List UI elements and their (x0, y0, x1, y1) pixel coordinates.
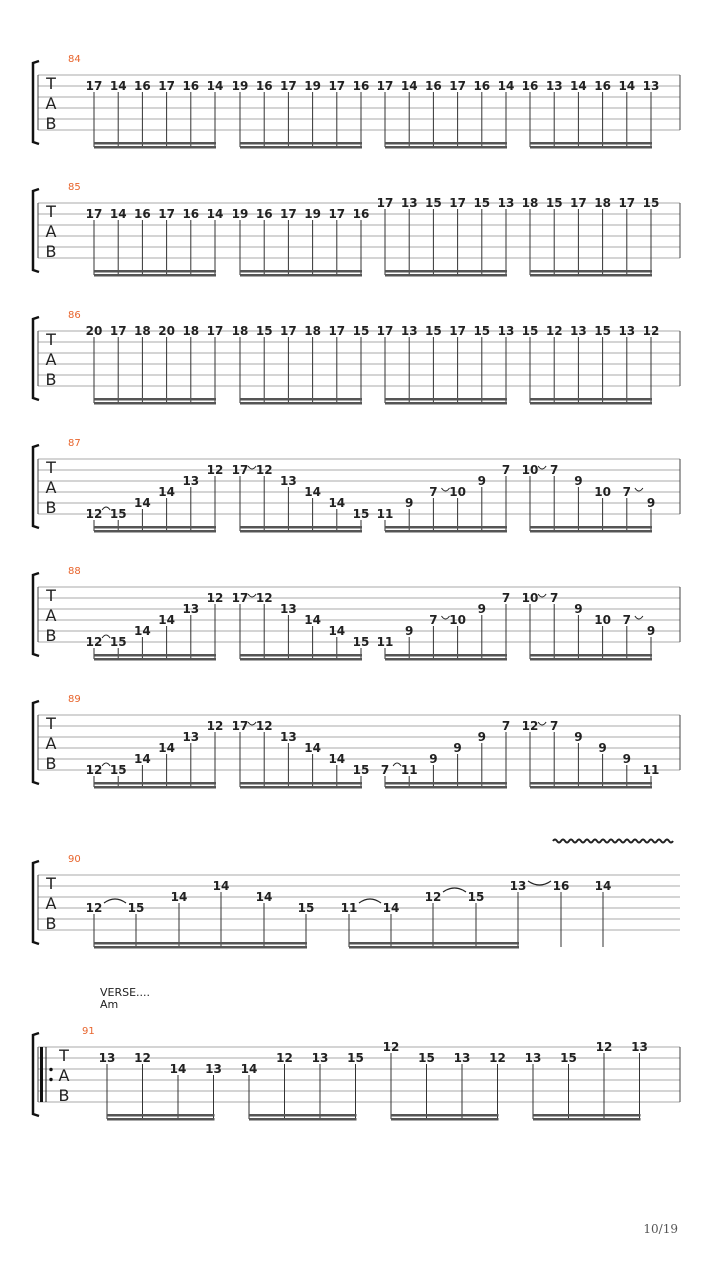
fret-number: 12 (521, 719, 539, 733)
fret-number: 17 (109, 324, 127, 338)
slur-arc (443, 888, 466, 892)
fret-number: 14 (255, 890, 273, 904)
fret-number: 19 (231, 79, 249, 93)
fret-number: 16 (182, 79, 200, 93)
fret-number: 17 (158, 79, 175, 93)
bar-number: 87 (68, 438, 81, 449)
fret-number: 14 (618, 79, 636, 93)
fret-number: 12 (489, 1051, 506, 1065)
beam (530, 526, 652, 529)
fret-number: 15 (473, 324, 491, 338)
tab-clef-letter: B (45, 370, 57, 389)
slur-arc (635, 488, 643, 491)
fret-number: 12 (545, 324, 563, 338)
vibrato-line (553, 840, 673, 843)
beam (391, 1114, 499, 1117)
fret-number: 18 (304, 324, 321, 338)
fret-number: 13 (618, 324, 636, 338)
slur-arc (538, 594, 546, 597)
tab-clef-letter: A (45, 222, 57, 241)
fret-number: 14 (497, 79, 515, 93)
slur-arc (538, 722, 546, 725)
fret-number: 12 (134, 1051, 151, 1065)
fret-number: 17 (328, 79, 346, 93)
fret-number: 14 (212, 879, 230, 893)
fret-number: 15 (109, 507, 127, 521)
fret-number: 18 (521, 196, 539, 210)
fret-number: 17 (231, 463, 249, 477)
fret-number: 7 (550, 591, 559, 605)
fret-number: 13 (545, 79, 563, 93)
fret-number: 11 (642, 763, 660, 777)
fret-number: 11 (340, 901, 358, 915)
beam (530, 274, 652, 277)
tab-system (33, 54, 680, 149)
section-label: VERSE.... (100, 986, 151, 999)
beam (94, 402, 216, 405)
fret-number: 14 (206, 207, 224, 221)
fret-number: 17 (618, 196, 636, 210)
fret-number: 13 (280, 730, 297, 744)
fret-number: 15 (418, 1051, 435, 1065)
fret-number: 12 (424, 890, 442, 904)
fret-number: 17 (206, 324, 224, 338)
fret-number: 14 (304, 613, 321, 627)
tab-clef-letter: B (45, 626, 57, 645)
beam (240, 530, 362, 533)
fret-number: 9 (405, 624, 414, 638)
beam (530, 270, 652, 273)
beam (240, 786, 362, 789)
beam (533, 1114, 641, 1117)
fret-number: 7 (550, 463, 559, 477)
fret-number: 16 (182, 207, 200, 221)
fret-number: 15 (127, 901, 145, 915)
fret-number: 17 (376, 196, 394, 210)
tab-clef-letter: A (45, 894, 57, 913)
slur-arc (359, 899, 381, 903)
tab-clef-letter: T (46, 586, 56, 605)
fret-number: 16 (552, 879, 570, 893)
fret-number: 18 (182, 324, 200, 338)
fret-number: 17 (85, 79, 103, 93)
fret-number: 13 (497, 196, 515, 210)
fret-number: 15 (352, 635, 370, 649)
fret-number: 15 (109, 635, 127, 649)
tab-clef-letter: A (45, 94, 57, 113)
fret-number: 12 (255, 591, 273, 605)
fret-number: 9 (429, 752, 438, 766)
fret-number: 12 (382, 1040, 400, 1054)
bar-number: 89 (68, 694, 81, 705)
tab-clef-letter: B (45, 754, 57, 773)
beam (385, 270, 507, 273)
fret-number: 9 (622, 752, 631, 766)
bar-number: 86 (68, 310, 81, 321)
beam (240, 146, 362, 149)
beam (349, 946, 519, 949)
fret-number: 17 (328, 207, 346, 221)
fret-number: 16 (425, 79, 442, 93)
fret-number: 12 (85, 901, 103, 915)
beam (94, 270, 216, 273)
beam (249, 1118, 357, 1121)
fret-number: 15 (425, 324, 442, 338)
bar-number: 85 (68, 182, 81, 193)
fret-number: 17 (280, 79, 297, 93)
beam (94, 782, 216, 785)
fret-number: 14 (570, 79, 587, 93)
fret-number: 7 (622, 613, 631, 627)
fret-number: 12 (595, 1040, 613, 1054)
bar-number: 88 (68, 566, 81, 577)
tab-clef-letter: A (45, 606, 57, 625)
fret-number: 13 (453, 1051, 471, 1065)
fret-number: 17 (570, 196, 587, 210)
fret-number: 9 (477, 730, 486, 744)
slur-arc (635, 616, 643, 619)
beam (385, 526, 507, 529)
beam (385, 146, 507, 149)
fret-number: 14 (400, 79, 418, 93)
fret-number: 14 (206, 79, 224, 93)
fret-number: 15 (352, 763, 370, 777)
fret-number: 17 (231, 719, 249, 733)
fret-number: 7 (380, 763, 390, 777)
beam (385, 142, 507, 145)
tab-clef-letter: T (46, 458, 56, 477)
fret-number: 13 (497, 324, 515, 338)
fret-number: 13 (182, 474, 200, 488)
tab-clef-letter: T (46, 202, 56, 221)
beam (385, 786, 507, 789)
beam (240, 142, 362, 145)
fret-number: 9 (598, 741, 607, 755)
fret-number: 12 (276, 1051, 293, 1065)
fret-number: 12 (206, 719, 224, 733)
fret-number: 19 (231, 207, 249, 221)
beam (94, 530, 216, 533)
tab-clef-letter: A (45, 734, 57, 753)
tab-clef-letter: T (46, 330, 56, 349)
fret-number: 14 (304, 741, 321, 755)
fret-number: 15 (560, 1051, 577, 1065)
fret-number: 17 (85, 207, 103, 221)
fret-number: 14 (158, 741, 175, 755)
tab-clef-letter: A (58, 1066, 70, 1085)
fret-number: 14 (134, 752, 151, 766)
tab-clef-letter: T (46, 874, 56, 893)
fret-number: 13 (98, 1051, 116, 1065)
fret-number: 10 (521, 463, 539, 477)
fret-number: 13 (524, 1051, 542, 1065)
fret-number: 15 (297, 901, 315, 915)
fret-number: 17 (328, 324, 346, 338)
fret-number: 10 (594, 613, 611, 627)
beam (530, 654, 652, 657)
beam (107, 1118, 215, 1121)
repeat-start-thick-line (40, 1047, 43, 1102)
fret-number: 13 (280, 602, 297, 616)
fret-number: 15 (352, 507, 370, 521)
fret-number: 9 (574, 730, 583, 744)
fret-number: 14 (109, 207, 127, 221)
beam (94, 526, 216, 529)
fret-number: 9 (453, 741, 462, 755)
beam (385, 658, 507, 661)
beam (240, 270, 362, 273)
fret-number: 7 (501, 719, 511, 733)
fret-number: 13 (205, 1062, 222, 1076)
tab-clef-letter: B (45, 242, 57, 261)
fret-number: 14 (169, 1062, 187, 1076)
fret-number: 17 (280, 207, 297, 221)
fret-number: 16 (352, 79, 370, 93)
fret-number: 9 (574, 602, 583, 616)
fret-number: 15 (425, 196, 442, 210)
fret-number: 14 (328, 624, 346, 638)
fret-number: 16 (134, 207, 151, 221)
tab-clef-letter: B (58, 1086, 70, 1105)
tab-clef-letter: T (46, 714, 56, 733)
fret-number: 18 (594, 196, 611, 210)
tab-clef-letter: B (45, 114, 57, 133)
fret-number: 15 (545, 196, 563, 210)
fret-number: 13 (570, 324, 587, 338)
fret-number: 20 (85, 324, 103, 338)
fret-number: 7 (622, 485, 631, 499)
beam (530, 398, 652, 401)
beam (107, 1114, 215, 1117)
fret-number: 16 (521, 79, 539, 93)
fret-number: 12 (85, 763, 103, 777)
fret-number: 13 (631, 1040, 648, 1054)
fret-number: 16 (352, 207, 370, 221)
fret-number: 9 (405, 496, 414, 510)
fret-number: 14 (158, 613, 175, 627)
fret-number: 13 (182, 602, 200, 616)
tab-system (33, 310, 680, 405)
fret-number: 14 (328, 752, 346, 766)
beam (385, 530, 507, 533)
fret-number: 12 (255, 463, 273, 477)
beam (94, 946, 307, 949)
fret-number: 16 (134, 79, 151, 93)
fret-number: 7 (501, 463, 511, 477)
fret-number: 7 (550, 719, 559, 733)
fret-number: 15 (467, 890, 485, 904)
slur-arc (528, 881, 551, 885)
beam (240, 654, 362, 657)
fret-number: 14 (240, 1062, 258, 1076)
fret-number: 17 (376, 79, 394, 93)
tab-system (33, 566, 680, 661)
tab-clef-letter: T (59, 1046, 69, 1065)
chord-name: Am (100, 998, 119, 1011)
fret-number: 15 (521, 324, 539, 338)
fret-number: 18 (231, 324, 249, 338)
fret-number: 7 (429, 485, 438, 499)
fret-number: 16 (594, 79, 611, 93)
beam (94, 658, 216, 661)
tab-clef-letter: B (45, 498, 57, 517)
fret-number: 16 (255, 79, 273, 93)
fret-number: 15 (109, 763, 127, 777)
beam (530, 142, 652, 145)
fret-number: 17 (449, 324, 466, 338)
beam (530, 786, 652, 789)
beam (94, 786, 216, 789)
beam (385, 654, 507, 657)
beam (240, 782, 362, 785)
beam (530, 658, 652, 661)
fret-number: 14 (328, 496, 346, 510)
beam (94, 654, 216, 657)
fret-number: 14 (170, 890, 188, 904)
tab-clef-letter: B (45, 914, 57, 933)
fret-number: 11 (376, 507, 394, 521)
fret-number: 18 (134, 324, 151, 338)
fret-number: 10 (594, 485, 611, 499)
fret-number: 9 (646, 496, 656, 510)
fret-number: 14 (382, 901, 400, 915)
beam (391, 1118, 499, 1121)
fret-number: 7 (501, 591, 511, 605)
fret-number: 10 (449, 613, 466, 627)
tab-system (33, 694, 680, 789)
fret-number: 13 (642, 79, 660, 93)
fret-number: 15 (594, 324, 611, 338)
fret-number: 15 (255, 324, 273, 338)
beam (249, 1114, 357, 1117)
fret-number: 10 (449, 485, 466, 499)
fret-number: 15 (473, 196, 491, 210)
beam (240, 526, 362, 529)
beam (530, 530, 652, 533)
fret-number: 14 (158, 485, 175, 499)
beam (385, 398, 507, 401)
fret-number: 17 (280, 324, 297, 338)
beam (385, 782, 507, 785)
beam (94, 398, 216, 401)
beam (94, 142, 216, 145)
fret-number: 12 (642, 324, 660, 338)
beam (94, 942, 307, 945)
fret-number: 17 (158, 207, 175, 221)
bar-number: 91 (82, 1026, 95, 1037)
tab-clef-letter: A (45, 478, 57, 497)
fret-number: 13 (400, 196, 418, 210)
beam (385, 274, 507, 277)
beam (530, 402, 652, 405)
beam (240, 658, 362, 661)
bar-number: 90 (68, 854, 81, 865)
slur-arc (538, 466, 546, 469)
fret-number: 14 (134, 624, 151, 638)
beam (94, 146, 216, 149)
fret-number: 9 (477, 602, 486, 616)
fret-number: 17 (231, 591, 249, 605)
fret-number: 13 (509, 879, 527, 893)
fret-number: 19 (304, 207, 321, 221)
fret-number: 14 (134, 496, 151, 510)
tab-system (33, 438, 680, 533)
fret-number: 14 (594, 879, 612, 893)
fret-number: 13 (280, 474, 297, 488)
bar-number: 84 (68, 54, 81, 65)
fret-number: 14 (304, 485, 321, 499)
fret-number: 13 (400, 324, 418, 338)
fret-number: 9 (477, 474, 486, 488)
fret-number: 19 (304, 79, 321, 93)
fret-number: 14 (109, 79, 127, 93)
fret-number: 16 (473, 79, 491, 93)
repeat-dot (49, 1068, 52, 1071)
beam (349, 942, 519, 945)
fret-number: 15 (642, 196, 660, 210)
tab-system (33, 840, 680, 949)
repeat-dot (49, 1078, 52, 1081)
beam (385, 402, 507, 405)
tab-system (33, 1026, 680, 1121)
fret-number: 12 (206, 463, 224, 477)
fret-number: 12 (206, 591, 224, 605)
tab-clef-letter: A (45, 350, 57, 369)
fret-number: 15 (347, 1051, 364, 1065)
beam (530, 146, 652, 149)
fret-number: 17 (449, 196, 466, 210)
slur-arc (104, 899, 126, 903)
page-number: 10/19 (643, 1222, 678, 1236)
fret-number: 12 (85, 507, 103, 521)
beam (94, 274, 216, 277)
fret-number: 16 (255, 207, 273, 221)
beam (240, 274, 362, 277)
fret-number: 10 (521, 591, 539, 605)
fret-number: 12 (85, 635, 103, 649)
fret-number: 11 (376, 635, 394, 649)
beam (530, 782, 652, 785)
fret-number: 13 (182, 730, 200, 744)
fret-number: 15 (352, 324, 370, 338)
fret-number: 9 (574, 474, 583, 488)
fret-number: 11 (400, 763, 418, 777)
fret-number: 17 (376, 324, 394, 338)
beam (240, 402, 362, 405)
fret-number: 12 (255, 719, 273, 733)
fret-number: 17 (449, 79, 466, 93)
fret-number: 20 (158, 324, 175, 338)
tab-clef-letter: T (46, 74, 56, 93)
fret-number: 9 (646, 624, 656, 638)
fret-number: 13 (311, 1051, 329, 1065)
beam (533, 1118, 641, 1121)
fret-number: 7 (429, 613, 438, 627)
beam (240, 398, 362, 401)
tab-system (33, 182, 680, 277)
